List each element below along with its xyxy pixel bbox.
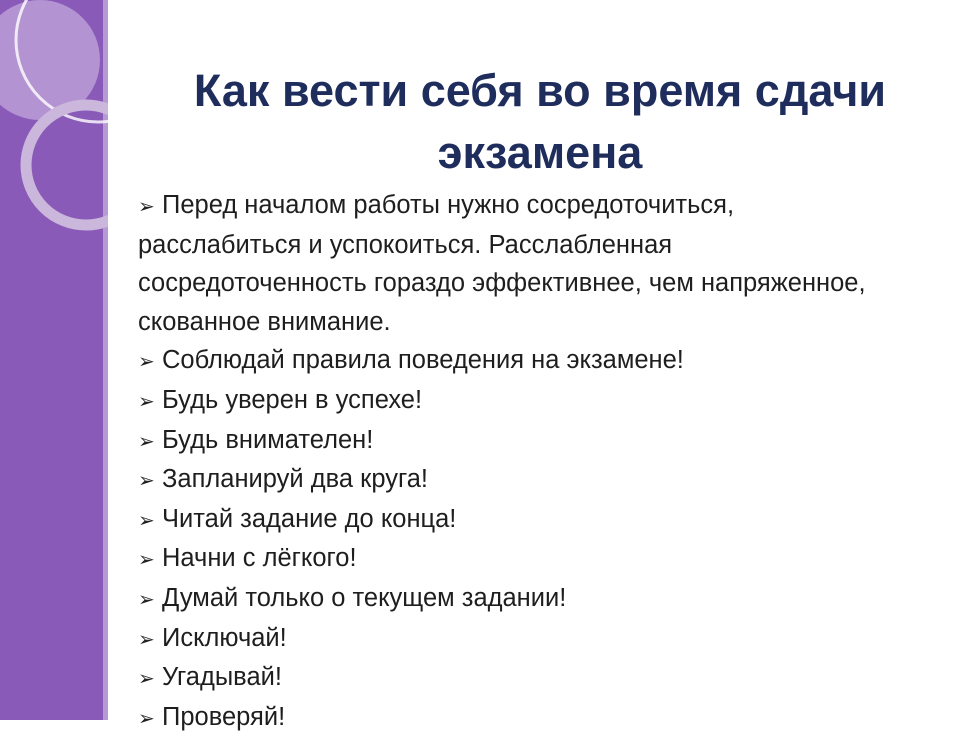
list-item xyxy=(138,186,898,341)
arrow-bullet-icon: ➢ xyxy=(138,349,155,374)
list-item xyxy=(138,460,898,500)
bullet-list xyxy=(138,186,898,737)
list-item-text: Исключай! xyxy=(162,623,287,652)
arrow-bullet-icon: ➢ xyxy=(138,705,155,730)
list-item-text: Запланируй два круга! xyxy=(162,465,428,494)
list-item xyxy=(138,539,898,579)
list-item xyxy=(138,421,898,461)
list-item-text: Читай задание до конца! xyxy=(162,504,457,533)
list-item xyxy=(138,500,898,540)
list-item-text: Перед началом работы нужно сосредоточиться, расслабиться и успокоиться. Расслабленная сосредоточенность гораздо эффективнее, чем напряженное, скованное внимание. xyxy=(138,191,866,336)
arrow-bullet-icon: ➢ xyxy=(138,547,155,572)
list-item xyxy=(138,381,898,421)
arrow-bullet-icon: ➢ xyxy=(138,388,155,413)
arrow-bullet-icon: ➢ xyxy=(138,507,155,532)
list-item-text: Будь уверен в успехе! xyxy=(162,385,423,414)
arrow-bullet-icon: ➢ xyxy=(138,586,155,611)
list-item-text: Угадывай! xyxy=(162,663,282,692)
arrow-bullet-icon: ➢ xyxy=(138,468,155,493)
list-item xyxy=(138,579,898,619)
slide-title: Как вести себя во время сдачи экзамена xyxy=(193,65,887,178)
list-item-text: Начни с лёгкого! xyxy=(162,544,357,573)
list-item-text: Будь внимателен! xyxy=(162,425,374,454)
list-item xyxy=(138,658,898,698)
arrow-bullet-icon: ➢ xyxy=(138,194,155,218)
list-item-text: Соблюдай правила поведения на экзамене! xyxy=(162,346,684,375)
decorative-sidebar xyxy=(0,0,108,720)
arrow-bullet-icon: ➢ xyxy=(138,626,155,651)
list-item xyxy=(138,619,898,659)
list-item-text: Проверяй! xyxy=(162,702,286,731)
arrow-bullet-icon: ➢ xyxy=(138,666,155,691)
arrow-bullet-icon: ➢ xyxy=(138,428,155,453)
sidebar-graphic xyxy=(0,0,108,720)
list-item xyxy=(138,341,898,381)
list-item xyxy=(138,698,898,737)
list-item-text: Думай только о текущем задании! xyxy=(162,583,567,612)
